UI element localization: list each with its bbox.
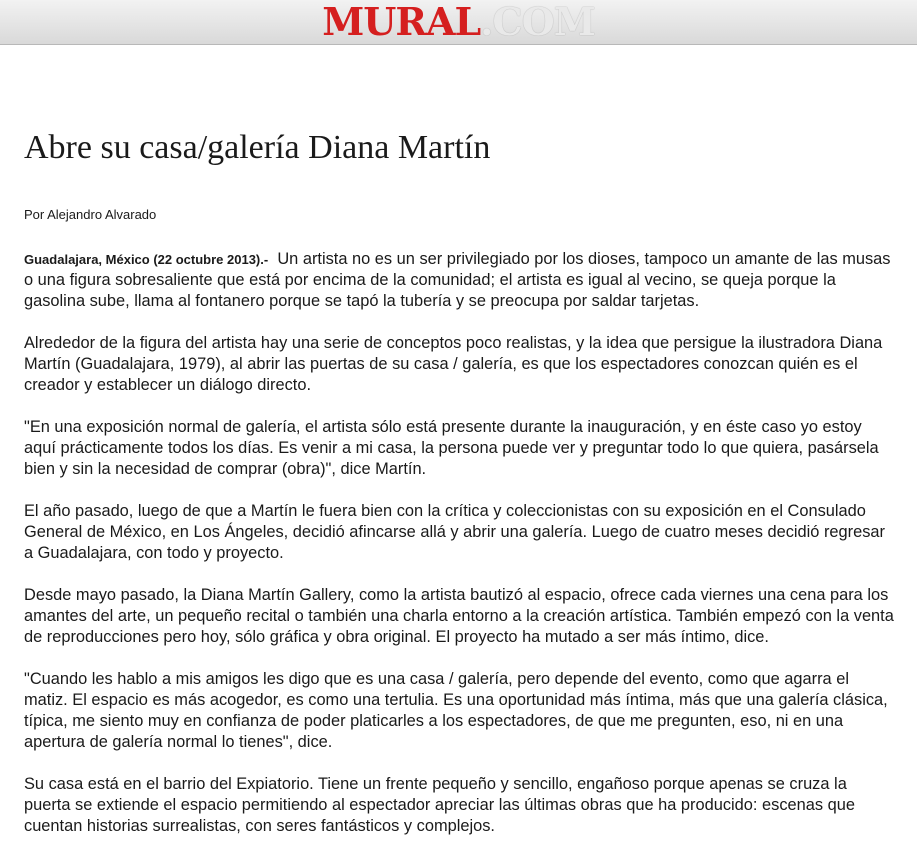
article-paragraph [24, 249, 894, 312]
article-paragraph: Alrededor de la figura del artista hay una serie de conceptos poco realistas, y la idea que persigue la ilustradora Diana Martín (Guadalajara, 1979), al abrir las puertas de su casa / galería, es que los espectadores conozcan quién es el creador y establecer un diálogo directo. [24, 334, 883, 394]
article-paragraph: Su casa está en el barrio del Expiatorio. Tiene un frente pequeño y sencillo, engañoso porque apenas se cruza la puerta se extiende el espacio permitiendo al espectador apreciar las últimas obras que ha producido: escenas que cuentan historias surrealistas, con seres fantásticos y complejos. [24, 775, 855, 835]
article-title: Abre su casa/galería Diana Martín [24, 129, 491, 166]
article-paragraph-text: Un artista no es un ser privilegiado por los dioses, tampoco un amante de las musas o una figura sobresaliente que está por encima de la comunidad; el artista es igual al vecino, se queja porque la gasolina sube, llama al fontanero porque se tapó la tubería y se preocupa por saldar tarjetas. [24, 250, 891, 310]
article-body [24, 249, 894, 858]
logo-brand: MURAL [322, 0, 481, 44]
article-paragraph: Desde mayo pasado, la Diana Martín Gallery, como la artista bautizó al espacio, ofrece cada viernes una cena para los amantes del arte, un pequeño recital o también una charla entorno a la creación artística. También empezó con la venta de reproducciones pero hoy, sólo gráfica y obra original. El proyecto ha mutado a ser más íntimo, dice. [24, 586, 894, 646]
article-paragraph: El año pasado, luego de que a Martín le fuera bien con la crítica y coleccionistas con su exposición en el Consulado General de México, en Los Ángeles, decidió afincarse allá y abrir una galería. Luego de cuatro meses decidió regresar a Guadalajara, con todo y proyecto. [24, 502, 886, 562]
logo-suffix: .COM [480, 0, 595, 44]
site-logo[interactable] [0, 2, 917, 42]
article-byline: Por Alejandro Alvarado [24, 207, 157, 222]
article-dateline: Guadalajara, México (22 octubre 2013).- [24, 252, 269, 267]
article-paragraph: "Cuando les hablo a mis amigos les digo que es una casa / galería, pero depende del evento, como que agarra el matiz. El espacio es más acogedor, es como una tertulia. Es una oportunidad más íntima, más que una galería clásica, típica, me siento muy en confianza de poder platicarles a los espectadores, de que me pregunten, eso, ni en una apertura de galería normal lo tienes", dice. [24, 670, 888, 751]
article-paragraph: "En una exposición normal de galería, el artista sólo está presente durante la inauguración, y en éste caso yo estoy aquí prácticamente todos los días. Es venir a mi casa, la persona puede ver y preguntar todo lo que quiera, pasársela bien y sin la necesidad de comprar (obra)", dice Martín. [24, 418, 879, 478]
site-header [0, 0, 917, 45]
